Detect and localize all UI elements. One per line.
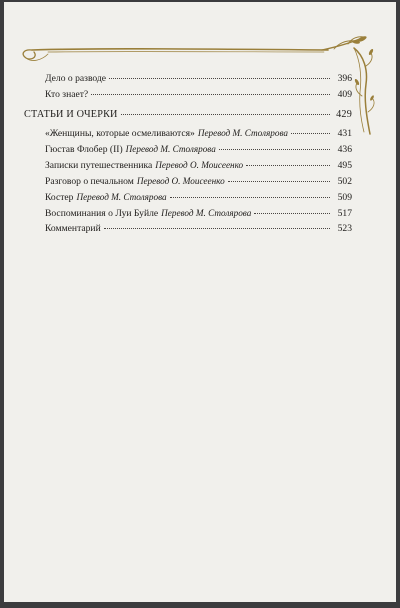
toc-translator: Перевод М. Столярова <box>76 192 167 202</box>
toc-entry-title: Воспоминания о Луи Буйле <box>45 208 159 219</box>
toc-leader-dots <box>170 197 330 198</box>
toc-page-number: 409 <box>337 89 352 100</box>
toc-translator: Перевод О. Моисеенко <box>136 176 225 186</box>
toc-translator: Перевод О. Моисеенко <box>155 160 244 170</box>
table-of-contents <box>4 2 396 602</box>
toc-translator: Перевод М. Столярова <box>125 144 216 154</box>
toc-page-number: 495 <box>337 160 352 171</box>
toc-entry[interactable] <box>45 143 352 156</box>
toc-page-number: 396 <box>337 73 352 84</box>
toc-translator: Перевод М. Столярова <box>161 208 252 218</box>
book-page <box>4 2 396 602</box>
toc-leader-dots <box>254 213 330 214</box>
toc-leader-dots <box>91 94 330 95</box>
toc-entry-title: Записки путешественника <box>45 160 153 171</box>
toc-leader-dots <box>104 228 330 229</box>
toc-entry-title: Дело о разводе <box>45 73 107 84</box>
toc-leader-dots <box>121 114 330 115</box>
toc-section-title: СТАТЬИ И ОЧЕРКИ <box>24 109 118 120</box>
toc-entry[interactable] <box>45 207 352 220</box>
toc-page-number: 517 <box>337 208 352 219</box>
toc-leader-dots <box>219 149 330 150</box>
toc-entry[interactable] <box>45 223 352 235</box>
toc-entry[interactable] <box>45 127 352 140</box>
toc-translator: Перевод М. Столярова <box>197 128 288 138</box>
toc-entry[interactable] <box>45 191 352 204</box>
toc-section-heading[interactable] <box>24 109 352 121</box>
toc-page-number: 523 <box>337 223 352 234</box>
toc-page-number: 502 <box>337 176 352 187</box>
toc-entry-title: Кто знает? <box>45 89 89 100</box>
toc-page-number: 436 <box>337 144 352 155</box>
toc-entry-title: Комментарий <box>45 223 101 234</box>
toc-entry[interactable] <box>45 159 352 172</box>
toc-entry-title: Костер <box>45 192 74 203</box>
toc-entry[interactable] <box>45 89 352 101</box>
toc-entry-title: «Женщины, которые осмеливаются» <box>45 128 195 139</box>
toc-entry-title: Разговор о печальном <box>45 176 134 187</box>
toc-page-number: 429 <box>336 109 352 120</box>
toc-page-number: 431 <box>337 128 352 139</box>
toc-leader-dots <box>109 78 330 79</box>
toc-leader-dots <box>246 165 330 166</box>
toc-leader-dots <box>291 133 330 134</box>
toc-page-number: 509 <box>337 192 352 203</box>
toc-entry[interactable] <box>45 175 352 188</box>
toc-entry[interactable] <box>45 73 352 85</box>
toc-leader-dots <box>228 181 330 182</box>
toc-entry-title: Гюстав Флобер (II) <box>45 144 123 155</box>
